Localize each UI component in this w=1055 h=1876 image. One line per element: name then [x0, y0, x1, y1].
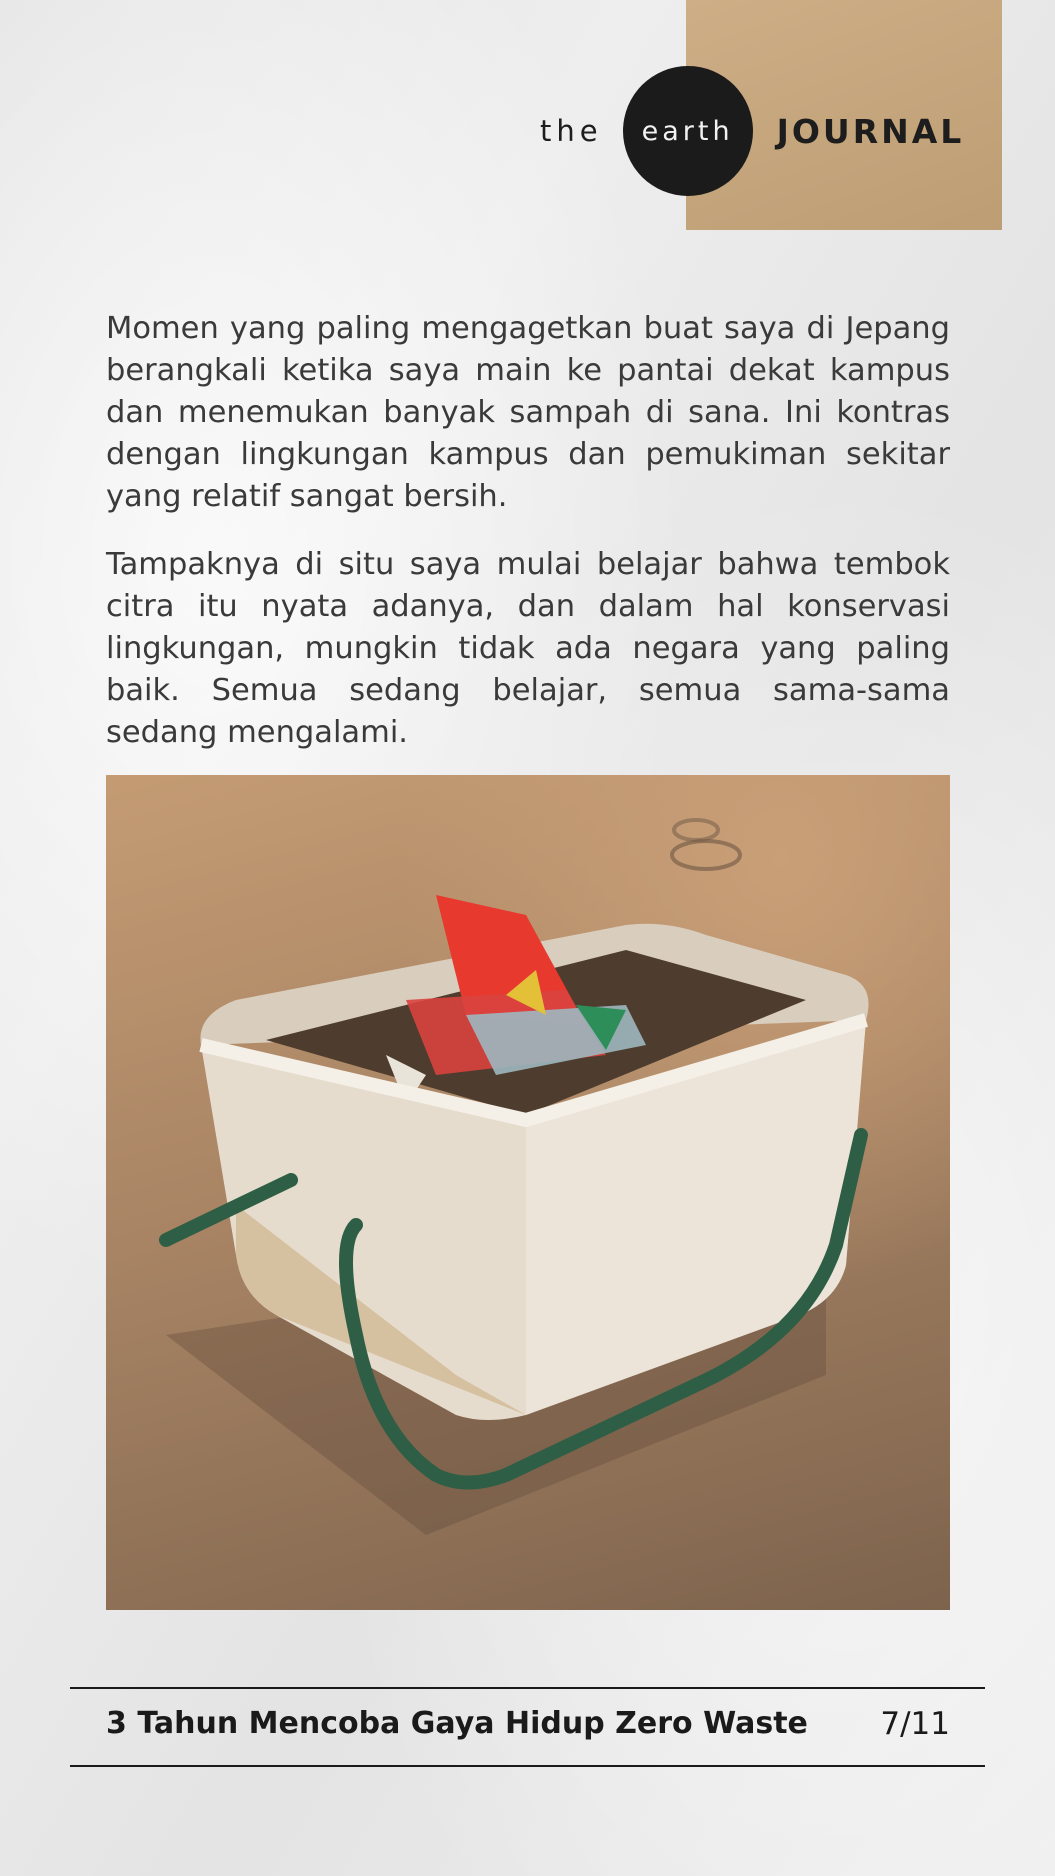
brand-logo [540, 66, 965, 196]
article-title: 3 Tahun Mencoba Gaya Hidup Zero Waste [106, 1706, 808, 1741]
article-body [106, 308, 950, 780]
brand-circle [623, 66, 753, 196]
page-number: 7/11 [880, 1706, 950, 1742]
paragraph-2: Tampaknya di situ saya mulai belajar bahwa tembok citra itu nyata adanya, dan dalam hal konservasi lingkungan, mungkin tidak ada negara yang paling baik. Semua sedang belajar, semua sama-sama sedang mengalami. [106, 547, 950, 750]
brand-earth: earth [641, 115, 734, 147]
brand-journal: JOURNAL [776, 111, 965, 151]
footer-rule-bottom [70, 1765, 985, 1767]
footer-rule-top [70, 1687, 985, 1689]
beach-trash-photo [106, 775, 950, 1610]
paragraph-1: Momen yang paling mengagetkan buat saya di Jepang berangkali ketika saya main ke pantai dekat kampus dan menemukan banyak sampah di sana. Ini kontras dengan lingkungan kampus dan pemukiman sekitar yang relatif sangat bersih. [106, 311, 950, 514]
brand-the: the [540, 114, 603, 148]
trash-bin-illustration [106, 775, 950, 1610]
